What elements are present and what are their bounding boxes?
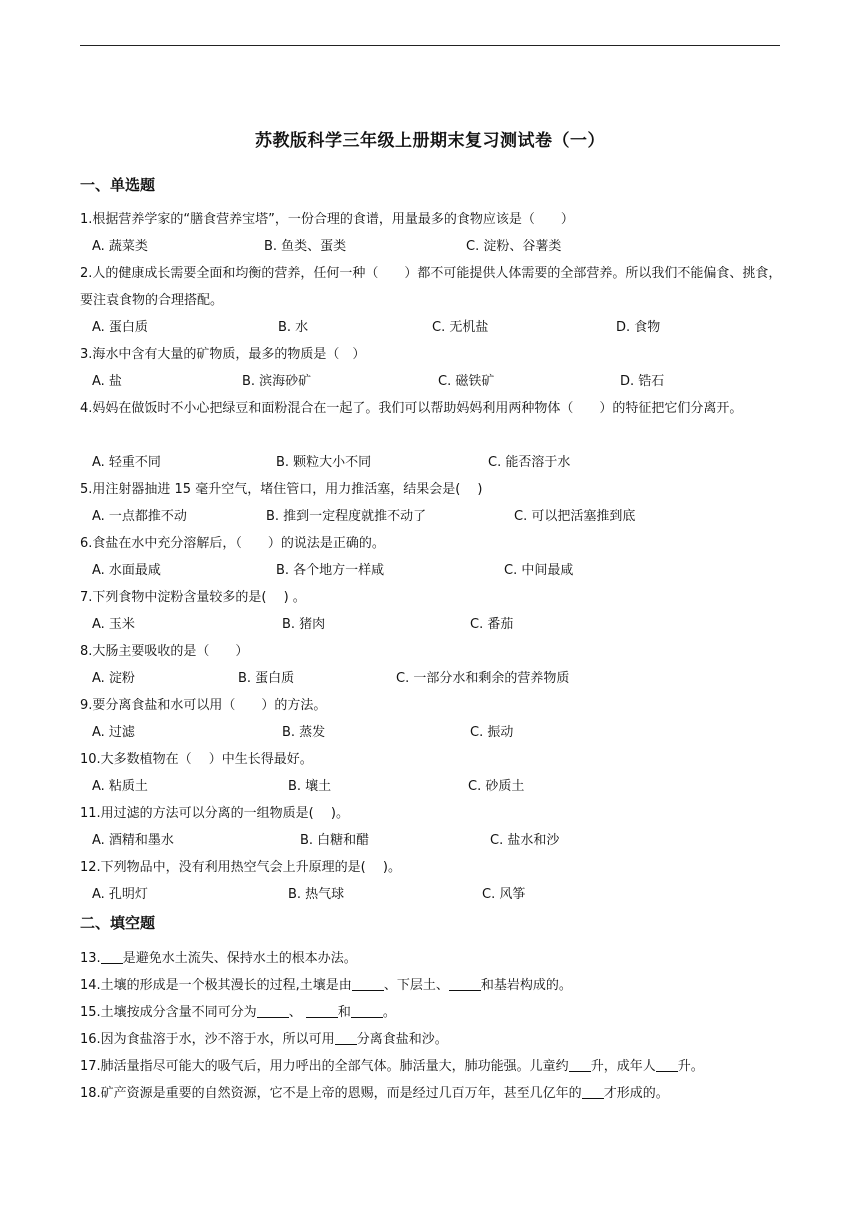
option-b: B. 滨海砂矿 [242,374,312,389]
question-7: 7.下列食物中淀粉含量较多的是( ) 。 [80,590,306,605]
option-b: B. 蒸发 [282,725,326,740]
question-1: 1.根据营养学家的“膳食营养宝塔”，一份合理的食谱，用量最多的食物应该是（ ） [80,212,574,227]
option-c: C. 振动 [470,725,514,740]
question-13: 13. 是避免水土流失、保持水土的根本办法。 [80,951,357,966]
question-14: 14.土壤的形成是一个极其漫长的过程,土壤是由 、下层土、 和基岩构成的。 [80,978,572,993]
options-5 [80,503,785,530]
question-5: 5.用注射器抽进 15 毫升空气，堵住管口，用力推活塞，结果会是( ) [80,482,483,497]
question-18: 18.矿产资源是重要的自然资源，它不是上帝的恩赐，而是经过几百万年，甚至几亿年的 才形成的。 [80,1086,669,1101]
option-a: A. 水面最咸 [92,563,161,578]
option-c: C. 砂质土 [468,779,525,794]
answer-blank[interactable] [335,1030,357,1045]
option-a: A. 孔明灯 [92,887,148,902]
option-c: C. 风筝 [482,887,526,902]
option-b: B. 推到一定程度就推不动了 [266,509,427,524]
answer-blank[interactable] [257,1003,289,1018]
option-c: C. 无机盐 [432,320,489,335]
options-9 [80,719,785,746]
question-3: 3.海水中含有大量的矿物质，最多的物质是（ ） [80,347,366,362]
option-d: D. 锆石 [620,374,665,389]
question-9: 9.要分离食盐和水可以用（ ）的方法。 [80,698,327,713]
option-b: B. 猪肉 [282,617,326,632]
document-title: 苏教版科学三年级上册期末复习测试卷（一） [255,131,605,151]
option-c: C. 一部分水和剩余的营养物质 [396,671,570,686]
options-1 [80,233,785,260]
question-8: 8.大肠主要吸收的是（ ） [80,644,249,659]
options-10 [80,773,785,800]
option-b: B. 颗粒大小不同 [276,455,372,470]
option-a: A. 蛋白质 [92,320,148,335]
question-12: 12.下列物品中，没有利用热空气会上升原理的是( )。 [80,860,401,875]
options-3 [80,368,785,395]
option-a: A. 酒精和墨水 [92,833,174,848]
option-b: B. 水 [278,320,309,335]
question-4: 4.妈妈在做饭时不小心把绿豆和面粉混合在一起了。我们可以帮助妈妈利用两种物体（ ）的特征把它们分离开。 [80,401,743,416]
option-b: B. 壤土 [288,779,332,794]
question-2: 2.人的健康成长需要全面和均衡的营养，任何一种（ ）都不可能提供人体需要的全部营养。所以我们不能偏食、挑食，要注袁食物的合理搭配。 [80,266,782,308]
options-12 [80,881,785,908]
answer-blank[interactable] [306,1003,338,1018]
answer-blank[interactable] [569,1057,591,1072]
options-7 [80,611,785,638]
question-17: 17.肺活量指尽可能大的吸气后，用力呼出的全部气体。肺活量大，肺功能强。儿童约 升，成年人 升。 [80,1059,704,1074]
option-a: A. 粘质土 [92,779,148,794]
question-10: 10.大多数植物在（ ）中生长得最好。 [80,752,313,767]
options-4 [80,449,785,476]
option-a: A. 玉米 [92,617,135,632]
option-b: B. 蛋白质 [238,671,295,686]
question-16: 16.因为食盐溶于水，沙不溶于水，所以可用 分离食盐和沙。 [80,1032,448,1047]
option-a: A. 一点都推不动 [92,509,187,524]
option-b: B. 白糖和醋 [300,833,370,848]
question-15: 15.土壤按成分含量不同可分为 、 和 。 [80,1005,396,1020]
option-c: C. 中间最咸 [504,563,574,578]
answer-blank[interactable] [656,1057,678,1072]
header-rule [80,45,780,46]
option-c: C. 番茄 [470,617,514,632]
option-a: A. 轻重不同 [92,455,161,470]
answer-blank[interactable] [449,976,481,991]
option-b: B. 热气球 [288,887,345,902]
option-c: C. 淀粉、谷薯类 [466,239,562,254]
option-a: A. 淀粉 [92,671,135,686]
options-11 [80,827,785,854]
options-8 [80,665,785,692]
question-11: 11.用过滤的方法可以分离的一组物质是( )。 [80,806,349,821]
answer-blank[interactable] [352,976,384,991]
option-c: C. 能否溶于水 [488,455,571,470]
option-b: B. 鱼类、蛋类 [264,239,347,254]
options-2 [80,314,785,341]
question-6: 6.食盐在水中充分溶解后，（ ）的说法是正确的。 [80,536,385,551]
section-heading-fill-in: 二、填空题 [80,914,156,932]
option-b: B. 各个地方一样咸 [276,563,385,578]
option-a: A. 过滤 [92,725,135,740]
option-c: C. 可以把活塞推到底 [514,509,636,524]
answer-blank[interactable] [351,1003,383,1018]
options-6 [80,557,785,584]
answer-blank[interactable] [101,949,123,964]
option-d: D. 食物 [616,320,661,335]
option-c: C. 磁铁矿 [438,374,495,389]
option-c: C. 盐水和沙 [490,833,560,848]
answer-blank[interactable] [582,1084,604,1099]
option-a: A. 蔬菜类 [92,239,148,254]
section-heading-multiple-choice: 一、单选题 [80,176,156,194]
option-a: A. 盐 [92,374,122,389]
